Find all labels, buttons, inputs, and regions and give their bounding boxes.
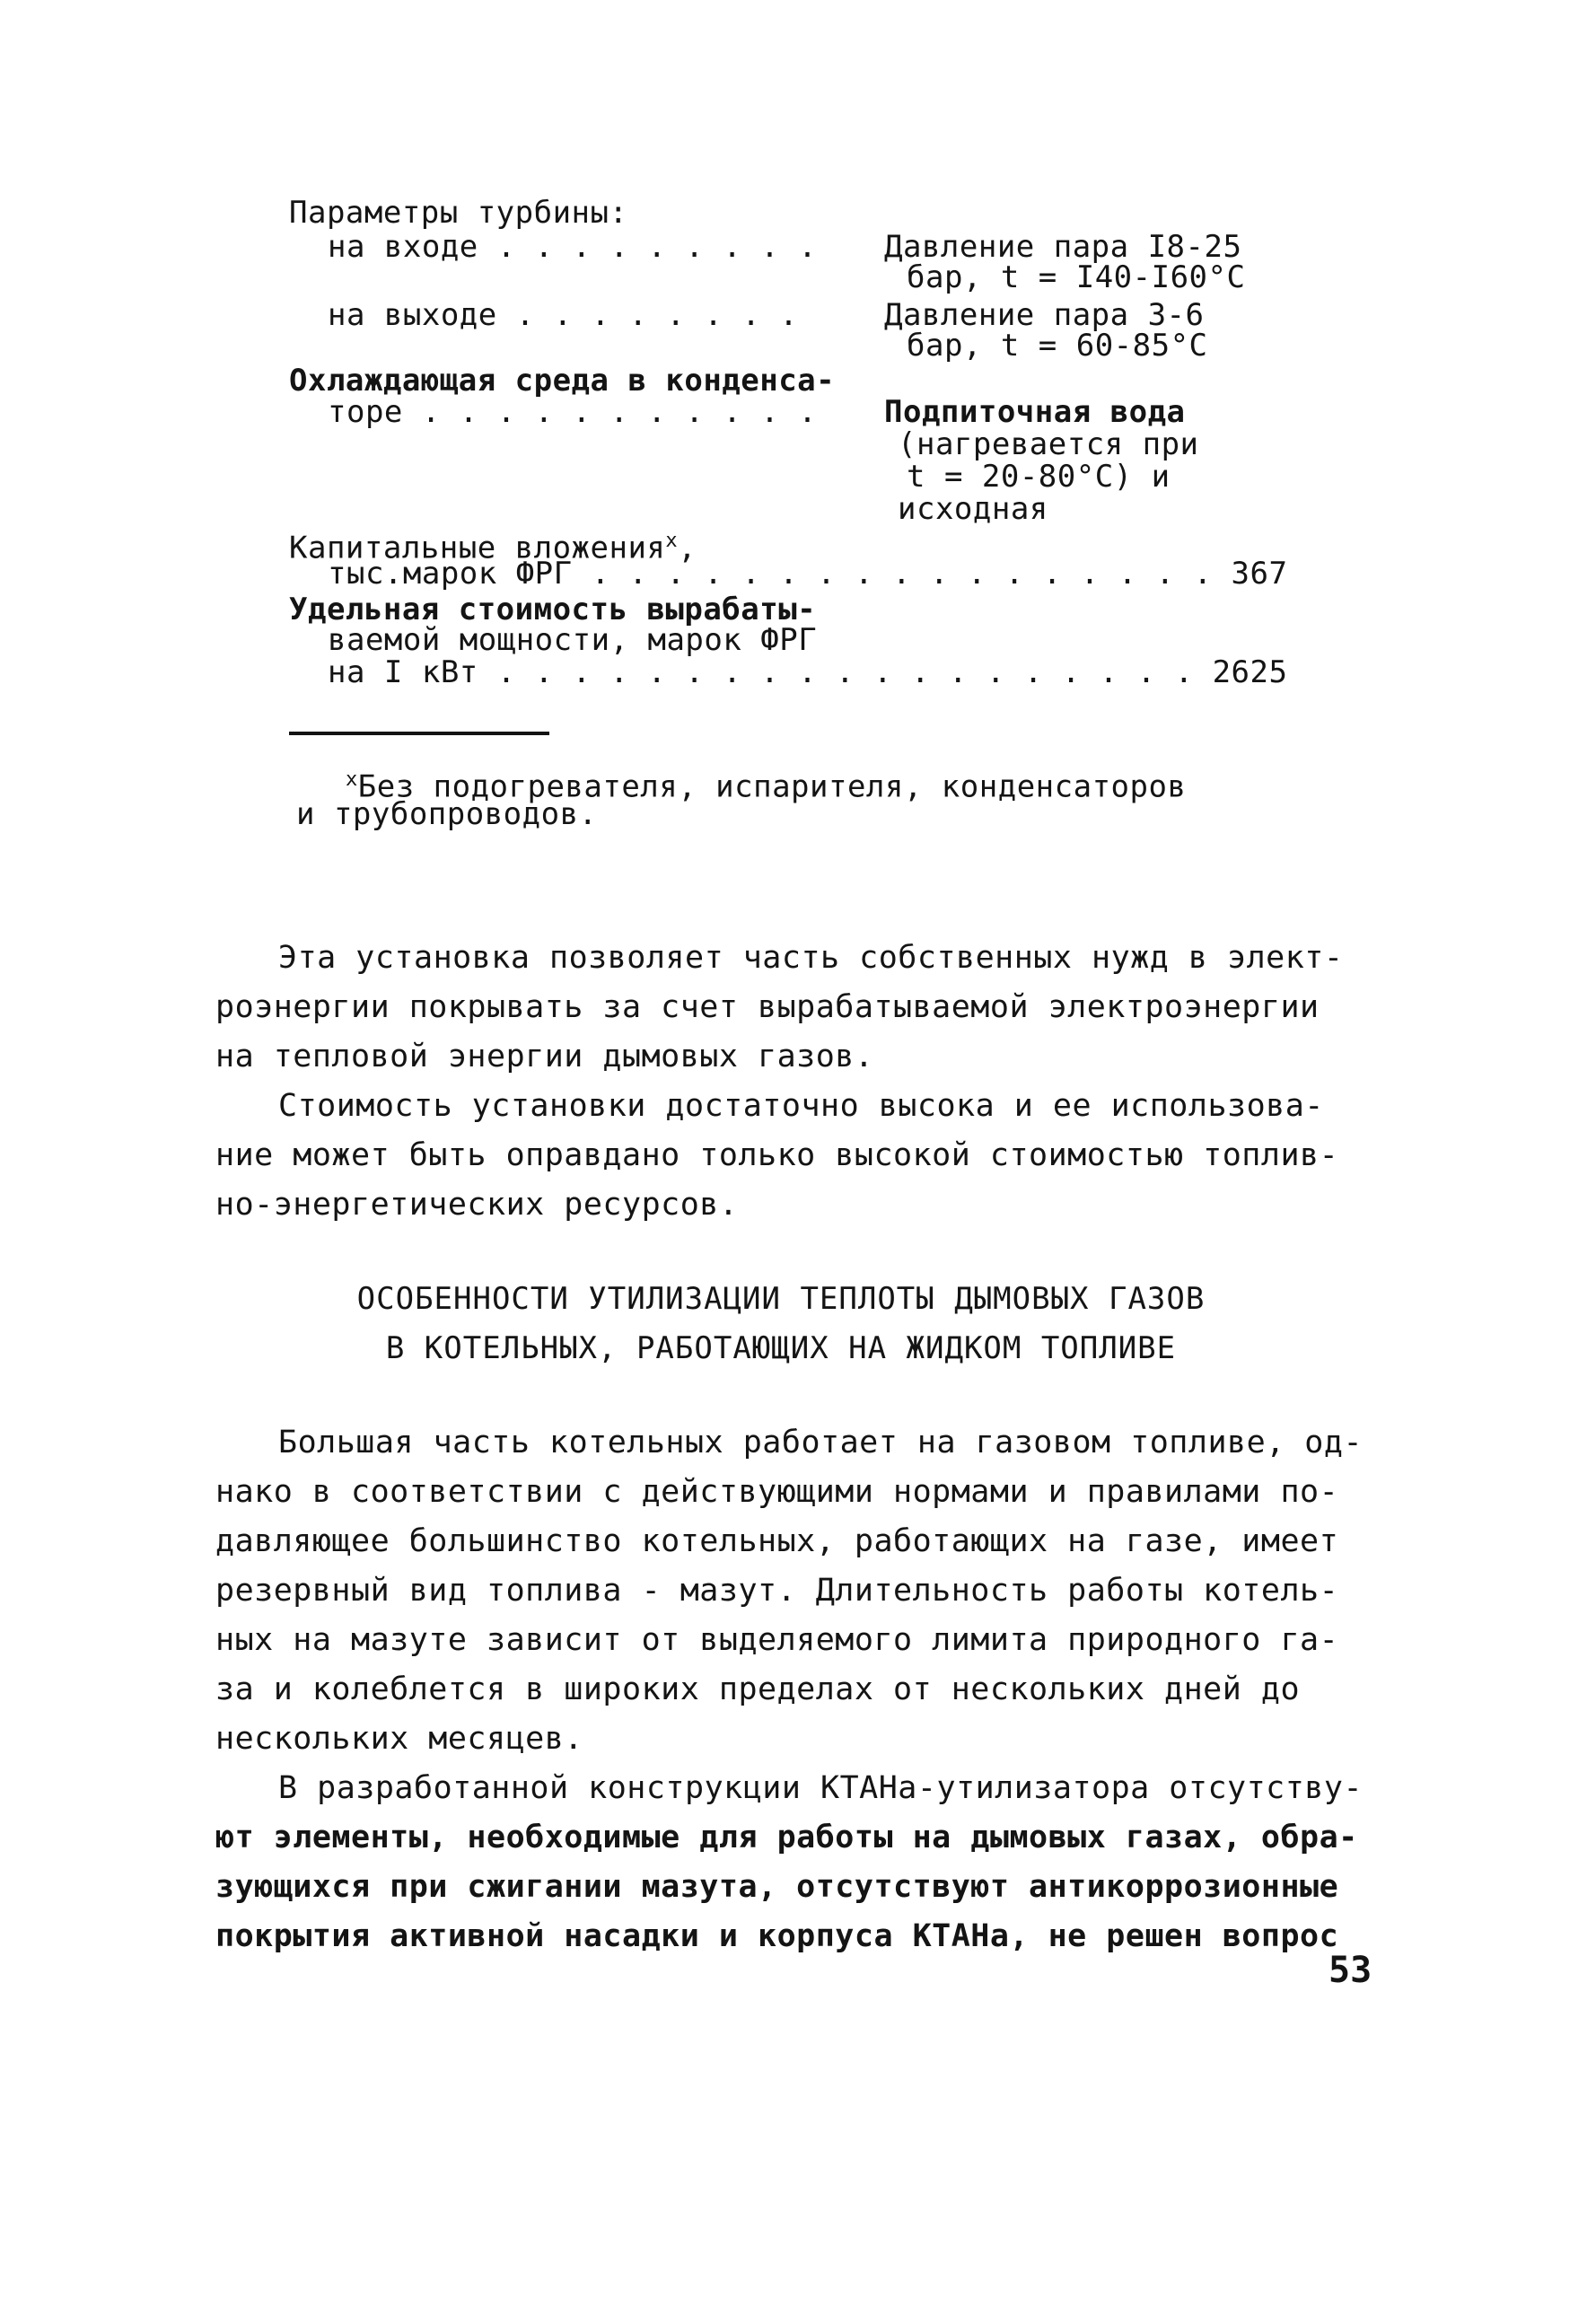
footnote-line-2: и трубопроводов.: [296, 796, 598, 832]
paragraph-1-line-3: на тепловой энергии дымовых газов.: [215, 1039, 874, 1075]
paragraph-3-line-7: нескольких месяцев.: [215, 1721, 583, 1757]
paragraph-2-line-2: ние может быть оправдано только высокой стоимостью топлив-: [215, 1137, 1339, 1173]
section-heading-line-2: В КОТЕЛЬНЫХ, РАБОТАЮЩИХ НА ЖИДКОМ ТОПЛИВЕ: [385, 1330, 1177, 1366]
spec-cooling-value-4: исходная: [898, 491, 1048, 527]
footnote-mark-2: x: [346, 768, 358, 791]
spec-inlet-value-1: Давление пара I8-25: [884, 229, 1242, 265]
paragraph-3-line-6: за и колеблется в широких пределах от нескольких дней до: [215, 1671, 1301, 1707]
section-heading-line-1: ОСОБЕННОСТИ УТИЛИЗАЦИИ ТЕПЛОТЫ ДЫМОВЫХ ГАЗОВ: [356, 1281, 1206, 1317]
paragraph-1-line-1: Эта установка позволяет часть собственных нужд в элект-: [278, 940, 1344, 976]
spec-specific-label-2: ваемой мощности, марок ФРГ: [328, 622, 818, 658]
spec-outlet-value-1: Давление пара 3-6: [884, 297, 1205, 333]
spec-specific-label-3: на I кВт . . . . . . . . . . . . . . . . . . . 2625: [328, 654, 1288, 690]
spec-title: Параметры турбины:: [289, 195, 628, 231]
paragraph-3-line-4: резервный вид топлива - мазут. Длительность работы котель-: [215, 1573, 1339, 1609]
paragraph-4-line-4: покрытия активной насадки и корпуса КТАНа, не решен вопрос: [215, 1918, 1339, 1954]
spec-specific-label-1: Удельная стоимость вырабаты-: [289, 592, 817, 627]
paragraph-3-line-3: давляющее большинство котельных, работающих на газе, имеет: [215, 1523, 1339, 1559]
paragraph-3-line-5: ных на мазуте зависит от выделяемого лимита природного га-: [215, 1622, 1339, 1658]
paragraph-4-line-1: В разработанной конструкции КТАНа-утилизатора отсутству-: [278, 1770, 1364, 1806]
page-number: 53: [1329, 1950, 1372, 1991]
footnote-line-1: $^x$Без подогревателя, испарителя, конденсаторов: [346, 768, 1187, 805]
spec-outlet-value-2: бар, t = 60-85°С: [907, 328, 1208, 364]
spec-inlet-value-2: бар, t = I40-I60°С: [907, 259, 1246, 295]
spec-cooling-value-1: Подпиточная вода: [884, 394, 1186, 430]
paragraph-2-line-3: но-энергетических ресурсов.: [215, 1187, 739, 1223]
paragraph-4-line-2: ют элементы, необходимые для работы на дымовых газах, обра-: [215, 1820, 1358, 1855]
spec-capital-label-1: Капитальные вложения$^x$,: [289, 530, 697, 566]
paragraph-1-line-2: роэнергии покрывать за счет вырабатываемой электроэнергии: [215, 989, 1320, 1025]
spec-cooling-value-2: (нагревается при: [898, 426, 1199, 462]
spec-cooling-value-3: t = 20-80°С) и: [907, 459, 1171, 495]
spec-outlet-label: на выходе . . . . . . . .: [328, 297, 799, 333]
paragraph-4-line-3: зующихся при сжигании мазута, отсутствуют антикоррозионные: [215, 1869, 1339, 1905]
spec-cooling-label-2: торе . . . . . . . . . . .: [328, 394, 818, 430]
spec-inlet-label: на входе . . . . . . . . .: [328, 229, 818, 265]
spec-cooling-label-1: Охлаждающая среда в конденса-: [289, 363, 836, 399]
spec-capital-label-2: тыс.марок ФРГ . . . . . . . . . . . . . . . . . 367: [328, 556, 1288, 592]
footnote-rule: [289, 732, 549, 735]
paragraph-2-line-1: Стоимость установки достаточно высока и ее использова-: [278, 1088, 1324, 1124]
paragraph-3-line-2: нако в соответствии с действующими нормами и правилами по-: [215, 1474, 1339, 1510]
footnote-mark: x: [665, 530, 679, 552]
paragraph-3-line-1: Большая часть котельных работает на газовом топливе, од-: [278, 1425, 1364, 1461]
